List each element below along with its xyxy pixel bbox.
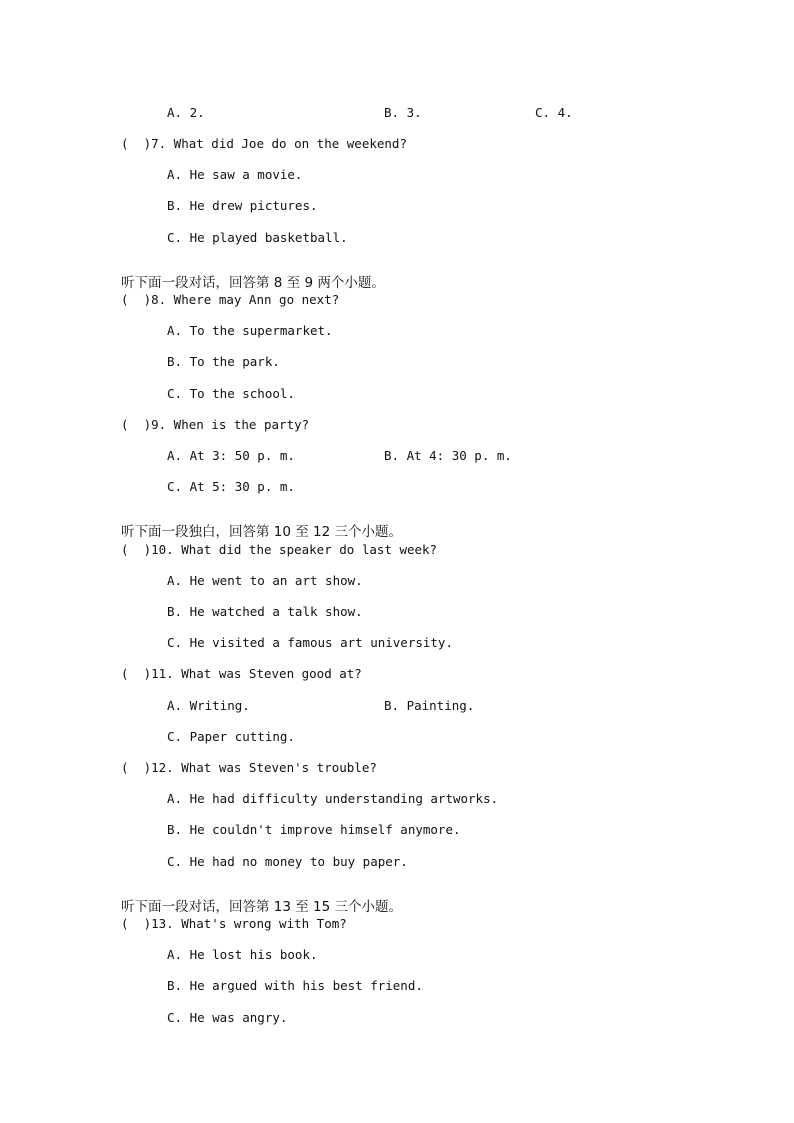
q8-option-a: A. To the supermarket. xyxy=(167,323,333,338)
q10-option-b: B. He watched a talk show. xyxy=(167,604,363,619)
q13-option-b: B. He argued with his best friend. xyxy=(167,978,423,993)
q11-option-b: B. Painting. xyxy=(384,698,475,713)
section-heading-10-12: 听下面一段独白，回答第 10 至 12 三个小题。 xyxy=(121,523,403,540)
q9-question: ( )9. When is the party? xyxy=(121,417,310,432)
section-heading-8-9: 听下面一段对话，回答第 8 至 9 两个小题。 xyxy=(121,274,385,291)
q8-question: ( )8. Where may Ann go next? xyxy=(121,292,340,307)
q10-option-a: A. He went to an art show. xyxy=(167,573,363,588)
q13-question: ( )13. What's wrong with Tom? xyxy=(121,916,347,931)
q6-option-a: A. 2. xyxy=(167,105,205,120)
q6-option-c: C. 4. xyxy=(535,105,573,120)
q11-option-a: A. Writing. xyxy=(167,698,250,713)
q10-question: ( )10. What did the speaker do last week? xyxy=(121,542,438,557)
q11-question: ( )11. What was Steven good at? xyxy=(121,666,362,681)
q9-option-c: C. At 5: 30 p. m. xyxy=(167,479,295,494)
q12-option-b: B. He couldn't improve himself anymore. xyxy=(167,822,461,837)
q12-option-a: A. He had difficulty understanding artworks. xyxy=(167,791,499,806)
q7-option-a: A. He saw a movie. xyxy=(167,167,303,182)
q13-option-a: A. He lost his book. xyxy=(167,947,318,962)
q6-option-b: B. 3. xyxy=(384,105,422,120)
q11-option-c: C. Paper cutting. xyxy=(167,729,295,744)
q8-option-b: B. To the park. xyxy=(167,354,280,369)
q10-option-c: C. He visited a famous art university. xyxy=(167,635,453,650)
q8-option-c: C. To the school. xyxy=(167,386,295,401)
q13-option-c: C. He was angry. xyxy=(167,1010,288,1025)
q12-option-c: C. He had no money to buy paper. xyxy=(167,854,408,869)
q9-option-b: B. At 4: 30 p. m. xyxy=(384,448,512,463)
q12-question: ( )12. What was Steven's trouble? xyxy=(121,760,377,775)
q7-option-c: C. He played basketball. xyxy=(167,230,348,245)
section-heading-13-15: 听下面一段对话，回答第 13 至 15 三个小题。 xyxy=(121,898,403,915)
q9-option-a: A. At 3: 50 p. m. xyxy=(167,448,295,463)
q7-question: ( )7. What did Joe do on the weekend? xyxy=(121,136,407,151)
q7-option-b: B. He drew pictures. xyxy=(167,198,318,213)
